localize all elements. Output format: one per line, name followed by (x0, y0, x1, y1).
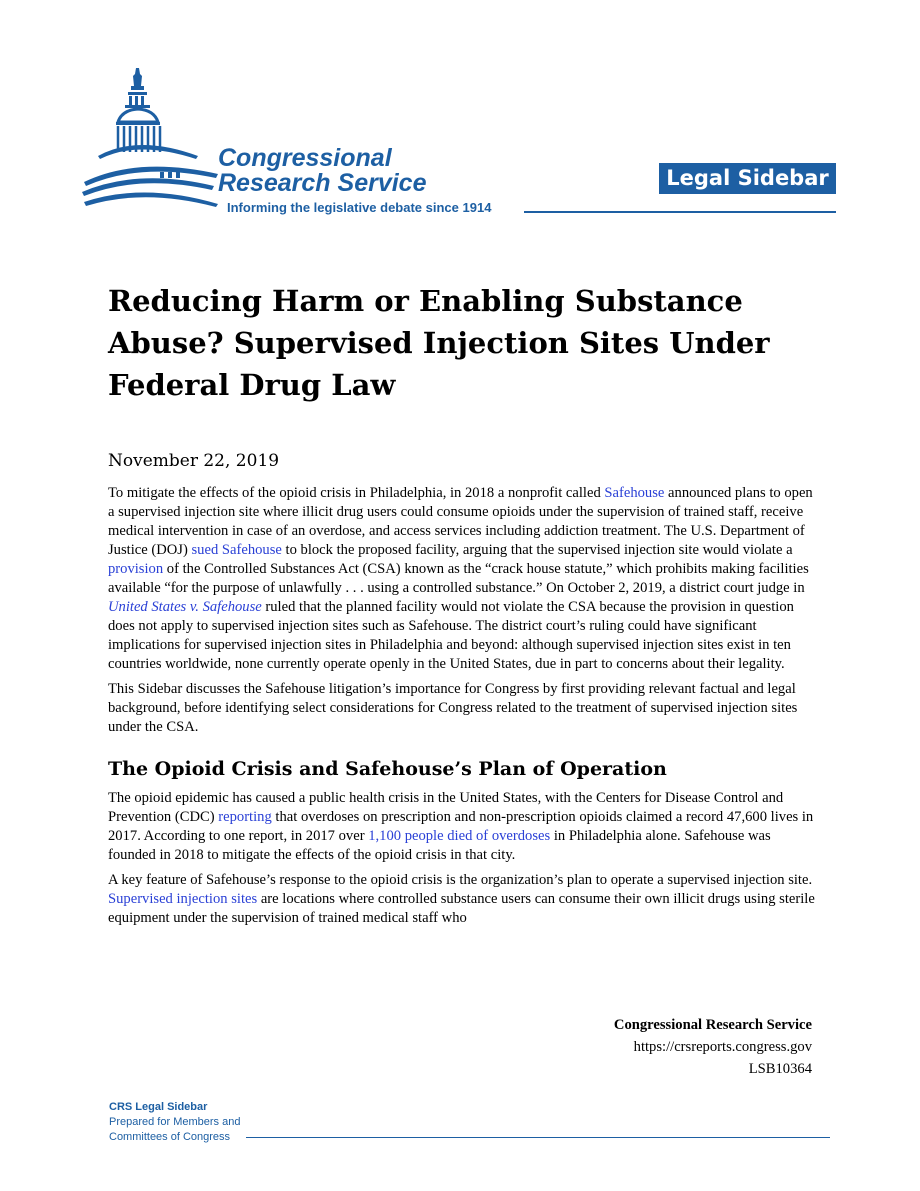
document-body (108, 484, 820, 934)
footer-code: LSB10364 (748, 1061, 812, 1077)
text-run: A key feature of Safehouse’s response to the opioid crisis is the organization’s plan to operate a supervised injection site. (108, 872, 813, 888)
footer-label (109, 1100, 240, 1145)
paragraph-opioid-epidemic (108, 789, 820, 865)
header-rule (524, 211, 836, 213)
paragraph-overview: This Sidebar discusses the Safehouse litigation’s importance for Congress by first providing relevant factual and legal background, before identifying select considerations for Congress related to the treatment of supervised injection sites under the CSA. (108, 681, 798, 735)
organization-name (218, 146, 426, 196)
capitol-dome-logo (78, 64, 228, 214)
link-provision[interactable]: provision (108, 561, 164, 577)
footer-url[interactable]: https://crsreports.congress.gov (633, 1039, 812, 1055)
footer-rule (246, 1137, 830, 1138)
text-run: to block the proposed facility, arguing that the supervised injection site would violate a (281, 542, 793, 558)
paragraph-key-feature (108, 871, 820, 928)
paragraph-intro (108, 484, 820, 674)
footer-label-line-2: Prepared for Members and (109, 1116, 241, 1128)
text-run: The opioid epidemic has caused a public health crisis in the United States, with the Centers for Disease Control and Prevention (CDC) (108, 790, 784, 825)
text-run: To mitigate the effects of the opioid crisis in Philadelphia, in 2018 a nonprofit called (108, 485, 605, 501)
footer-info (614, 1014, 812, 1080)
footer-label-line-1: CRS Legal Sidebar (109, 1101, 208, 1113)
legal-sidebar-badge: Legal Sidebar (659, 163, 836, 194)
footer-label-line-3: Committees of Congress (109, 1131, 231, 1143)
link-supervised-injection-sites[interactable]: Supervised injection sites (108, 891, 258, 907)
org-line-2: Research Service (218, 169, 427, 197)
text-run: of the Controlled Substances Act (CSA) known as the “crack house statute,” which prohibits making facilities available “for the purpose of unlawfully . . . using a controlled substance.” On October 2, 2019, a district court judge in (108, 561, 809, 596)
link-overdose-deaths[interactable]: 1,100 people died of overdoses (368, 828, 551, 844)
section-heading: The Opioid Crisis and Safehouse’s Plan of Operation (108, 758, 667, 780)
publication-date: November 22, 2019 (108, 451, 280, 471)
text-run: announced plans to open a supervised injection site where illicit drug users could consume opioids under the supervision of trained staff, receive medical intervention in case of an overdose, and access services including addiction treatment. The U.S. Department of Justice (DOJ) (108, 485, 813, 558)
tagline: Informing the legislative debate since 1914 (227, 200, 492, 215)
org-line-1: Congressional (218, 144, 392, 172)
text-run: in Philadelphia alone. Safehouse was founded in 2018 to mitigate the effects of the opioid crisis in that city. (108, 828, 771, 863)
page-title: Reducing Harm or Enabling Substance Abuse? Supervised Injection Sites Under Federal Drug Law (108, 284, 770, 402)
link-case-citation[interactable]: United States v. Safehouse (108, 599, 262, 615)
link-safehouse[interactable]: Safehouse (604, 485, 665, 501)
text-run: are locations where controlled substance users can consume their own illicit drugs using sterile equipment under the supervision of trained medical staff who (108, 891, 815, 926)
text-run: ruled that the planned facility would not violate the CSA because the provision in question does not apply to supervised injection sites such as Safehouse. The district court’s ruling could have significant implications for supervised injection sites in Philadelphia and beyond: although supervised injection sites exist in ten countries worldwide, none currently operate openly in the United States, due in part to concerns about their legality. (108, 599, 794, 672)
text-run: that overdoses on prescription and non-prescription opioids claimed a record 47,600 lives in 2017. According to one report, in 2017 over (108, 809, 814, 844)
link-reporting[interactable]: reporting (218, 809, 272, 825)
footer-org: Congressional Research Service (613, 1017, 812, 1033)
link-sued-safehouse[interactable]: sued Safehouse (191, 542, 282, 558)
